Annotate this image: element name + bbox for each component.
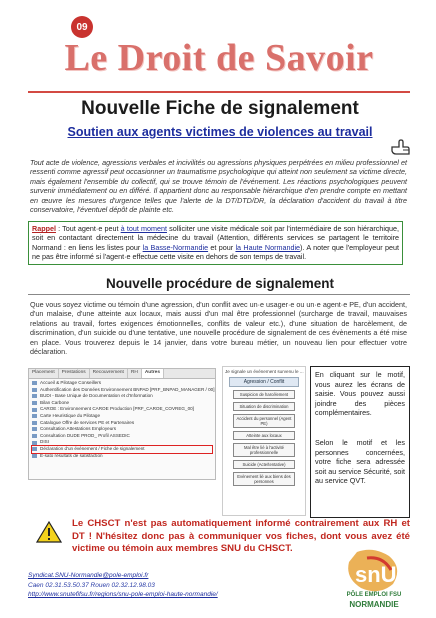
flow-option-box[interactable]: Mal être lié à l'activité professionnelle bbox=[233, 443, 295, 457]
rappel-text-3: et pour bbox=[208, 242, 236, 252]
flow-option-box[interactable]: Suicide (Acte/tentative) bbox=[233, 460, 295, 469]
reporting-flow-diagram bbox=[222, 366, 306, 516]
menu-item[interactable] bbox=[32, 439, 212, 446]
pointing-hand-icon bbox=[390, 138, 410, 156]
menu-item-label: Accueil & Pilotage Conseillers bbox=[40, 380, 102, 385]
menu-item[interactable] bbox=[32, 393, 212, 400]
menu-item-label: CAROE : Environnement CAROE Production [PRF_CAROE_COVREG_00] bbox=[40, 406, 194, 412]
link-basse-normandie[interactable]: la Basse-Normandie bbox=[142, 242, 209, 252]
app-link-icon bbox=[32, 421, 37, 425]
instructions-box bbox=[310, 366, 410, 518]
menu-item[interactable] bbox=[32, 386, 215, 394]
menu-item-label: Catalogue Offre de services PE et Partenaires bbox=[40, 419, 135, 425]
footer-email-link[interactable]: Syndicat.SNU-Normandie@pole-emploi.fr bbox=[28, 572, 149, 579]
tab-rh[interactable]: RH bbox=[128, 369, 142, 378]
newsletter-title: Le Droit de Savoir bbox=[64, 37, 374, 79]
snu-logo-line-2: NORMANDIE bbox=[349, 600, 399, 609]
instructions-para-1: En cliquant sur le motif, vous aurez les écrans de saisie. Vous pouvez aussi joindre des pièces complémentaires. bbox=[315, 370, 405, 418]
flow-option-box[interactable]: Evènement lié aux biens des personnes bbox=[233, 472, 295, 486]
menu-item[interactable] bbox=[32, 400, 212, 407]
instructions-para-2: Selon le motif et les personnes concernées, votre fiche sera adressée soit au service Sécurité, soit au service QVT. bbox=[315, 437, 405, 486]
menu-list bbox=[29, 379, 215, 460]
app-link-icon bbox=[32, 388, 37, 392]
menu-item[interactable] bbox=[32, 380, 212, 387]
menu-item-label: BUDI - Base Unique de Documentation et d'Information bbox=[40, 393, 153, 399]
tab-autres[interactable]: Autres bbox=[142, 369, 164, 378]
menu-item[interactable] bbox=[32, 426, 212, 433]
menu-item-label: DISI bbox=[40, 439, 49, 445]
procedure-divider bbox=[28, 294, 410, 295]
chsct-warning: Le CHSCT n'est pas automatiquement informé contrairement aux RH et DT ! N'hésitez donc pas à communiquer vos fiches, dont vous avez été victime ou témoin aux membres SNU du CHSCT. bbox=[72, 518, 410, 554]
tab-prestations[interactable]: Prestations bbox=[59, 369, 90, 378]
menu-item-label: Consultation Attestations Employeurs bbox=[40, 426, 117, 432]
footer-phones: Caen 02.31.53.50.37 Rouen 02.32.12.98.03 bbox=[28, 581, 155, 589]
flow-option-box[interactable]: Accident du personnel (Agent PE) bbox=[233, 414, 295, 428]
flow-option-box[interactable]: Atteinte aux locaux bbox=[233, 431, 295, 440]
masthead-divider bbox=[28, 91, 410, 93]
footer-contacts bbox=[28, 571, 328, 600]
app-link-icon bbox=[32, 427, 37, 431]
rappel-label: Rappel bbox=[32, 224, 56, 233]
menu-item[interactable] bbox=[32, 446, 212, 453]
app-link-icon bbox=[32, 394, 37, 398]
menu-item-label: Déclaration d'un événement / Fiche de signalement bbox=[40, 445, 145, 451]
issue-number-badge: 09 bbox=[71, 16, 93, 38]
intro-paragraph: Tout acte de violence, agressions verbales et incivilités ou agressions physiques perpétrées en milieu professionnel et ressenti comme agressif peut occasionner un traumatisme psychologique qui atteint non seulement sa victime directe, mais également l'ensemble du collectif, qui se trouve témoin de l'événement. Les réactions psychologiques peuvent survenir immédiatement ou en différé. Il appartient donc au responsable hiérarchique d'en prendre compte en mettant en œuvre les mesures d'urgence telles que l'alerte de la DT/DTD/DR, la déclaration d'accident du travail à titre conservatoire, l'éventuel dépôt de plainte etc. bbox=[30, 158, 407, 215]
rappel-link-anytime[interactable]: à tout moment bbox=[120, 224, 167, 233]
flow-header: Je signale un événement survenu le ... bbox=[225, 369, 304, 374]
tab-bar bbox=[29, 369, 215, 379]
rappel-text-4: ). A noter que l'employeur peut ne pas être informé si l'agent·e effectue cette visite en dehors de son temps de travail. bbox=[32, 242, 399, 262]
rappel-text-1: : Tout agent·e peut bbox=[55, 224, 121, 233]
flow-option-box[interactable]: Suspicion de harcèlement bbox=[233, 390, 295, 399]
app-link-icon bbox=[32, 447, 37, 451]
article-title: Nouvelle Fiche de signalement bbox=[81, 98, 359, 119]
rappel-text-2: solliciter une visite médicale soit par l'intermédiaire de son hiérarchique, soit en contactant directement la médecine du travail (Attention, différents services se partagent le territoire Normand : en liens les listes pour bbox=[32, 224, 399, 252]
procedure-paragraph: Que vous soyez victime ou témoin d'une agression, d'un conflit avec un·e usager·e ou un·e agent·e PE, d'un accident, d'un malaise, d'une atteinte aux locaux, mais aussi d'un mal être professionnel (surcharge de travail, mauvaises relations au travail, fortes exigences émotionnelles, conflits de valeur etc.), d'une situation de harcèlement, de discrimination, d'un suicide ou d'une tentative, une nouvelle procédure de signalement de ces évènements a été mise en place. Vous trouverez depuis le 14 janvier, dans votre bureau métier, un nouveau lien pour effectuer votre déclaration. bbox=[30, 300, 407, 357]
menu-item-label: Authentification des Données Environnement BNPAD [PRF_BNPAD_MANAGER / 00] bbox=[40, 386, 215, 392]
app-link-icon bbox=[32, 454, 37, 458]
app-link-icon bbox=[32, 408, 37, 412]
link-haute-normandie[interactable]: la Haute Normandie bbox=[235, 242, 301, 252]
app-link-icon bbox=[32, 381, 37, 385]
menu-item[interactable] bbox=[32, 420, 212, 427]
caution-sign-icon bbox=[36, 520, 62, 544]
menu-item-label: Bilan Carbone bbox=[40, 399, 70, 405]
intranet-screenshot bbox=[28, 368, 216, 480]
menu-item[interactable] bbox=[32, 433, 212, 440]
menu-item-label: Carte Heuristique du Pilotage bbox=[40, 412, 101, 418]
app-link-icon bbox=[32, 434, 37, 438]
menu-item[interactable] bbox=[32, 406, 212, 413]
snu-logo-line-1: PÔLE EMPLOI FSU bbox=[346, 592, 402, 598]
menu-item[interactable] bbox=[32, 453, 212, 460]
rappel-box bbox=[28, 221, 403, 265]
procedure-title: Nouvelle procédure de signalement bbox=[105, 276, 335, 291]
app-link-icon bbox=[32, 414, 37, 418]
footer-url-link[interactable]: http://www.snutefifsu.fr/regions/snu-pole-emploi-haute-normandie/ bbox=[28, 591, 218, 598]
article-subtitle-link[interactable]: Soutien aux agents victimes de violences au travail bbox=[67, 125, 373, 139]
app-link-icon bbox=[32, 441, 37, 445]
tab-placement[interactable]: Placement bbox=[29, 369, 59, 378]
agression-conflit-button[interactable]: Agression / Conflit bbox=[229, 377, 299, 387]
menu-item-label: Consultation DUDE PROD_ Profil ASSEDIC bbox=[40, 432, 130, 438]
snu-logo-text: snU. bbox=[355, 562, 403, 587]
app-link-icon bbox=[32, 401, 37, 405]
menu-item[interactable] bbox=[32, 413, 212, 420]
menu-item-label: E-sato résultats de satisfaction bbox=[40, 452, 103, 458]
flow-option-box[interactable]: Situation de discrimination bbox=[233, 402, 295, 411]
tab-recouvrement[interactable]: Recouvrement bbox=[90, 369, 128, 378]
